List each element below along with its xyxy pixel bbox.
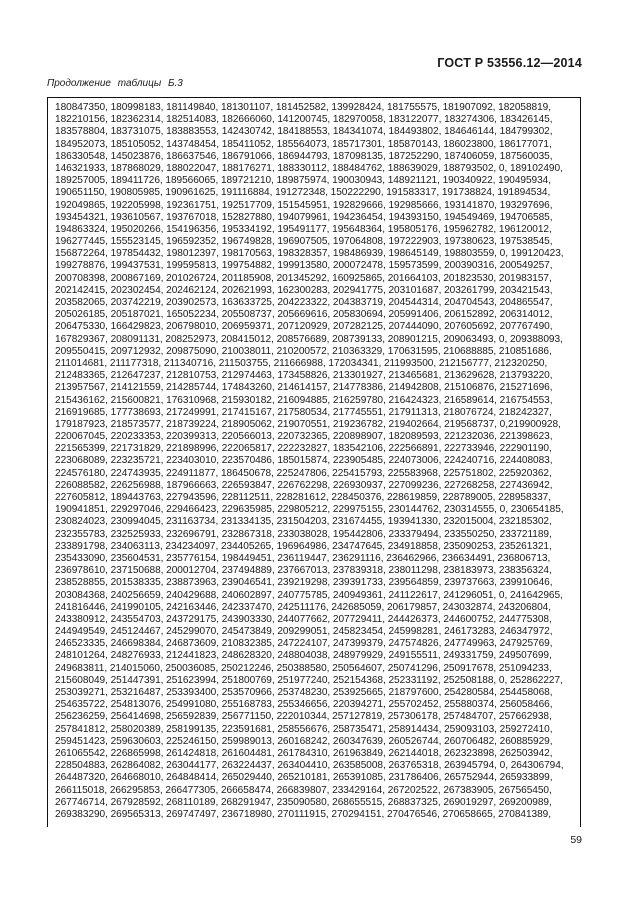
- table-row: 203582065, 203742219, 203902573, 163633725, 204223322, 204383719, 204544314, 204704543, 204865547,: [55, 297, 553, 308]
- table-row: 259451423, 259630603, 225246150, 259989013, 260168242, 260347639, 260526744, 260706482, 260885929,: [55, 735, 553, 747]
- table-row: 186330548, 145023876, 186637546, 186791066, 186944793, 187098135, 187252290, 187406059, 187560035,: [55, 150, 553, 162]
- table-row: 203084368, 240256659, 240429688, 240602897, 240775785, 240949361, 241122617, 241296051, 0, 241642965,: [55, 589, 563, 601]
- table-row: 227605812, 189443763, 227943596, 228112511, 228281612, 228450376, 228619859, 228789005, 228958337,: [55, 492, 551, 503]
- table-row: 246523335, 246698384, 246873609, 210832385, 247224107, 247399379, 247574826, 247749963, 247925769,: [55, 638, 553, 650]
- table-row: 256236259, 256414698, 256592839, 256771150, 222010344, 257127819, 257306178, 257484707, 257662938,: [55, 711, 552, 723]
- table-row: 221565399, 221731829, 221898996, 222065817, 222232827, 183542106, 222566891, 222733946, 222901190,: [55, 443, 552, 455]
- table-row: 216919685, 177738693, 217249991, 217415167, 217580534, 217745551, 217911313, 218076724, 218242327,: [55, 406, 552, 418]
- table-row: 167829367, 208091131, 208252973, 208415012, 208576689, 208739133, 208901215, 209063493, 0, 209388093,: [55, 333, 563, 345]
- table-row: 206475330, 166429823, 206798010, 206959371, 207120929, 207282125, 207444090, 207605692, 207767490,: [55, 321, 553, 333]
- table-row: 243380912, 243554703, 243729175, 243903330, 244077662, 207729411, 244426373, 244600752, 244775308,: [55, 613, 552, 625]
- table-row: 189257005, 189411726, 189566065, 189721210, 189875974, 190030943, 148921121, 190340922, 190495934,: [55, 175, 551, 187]
- table-row: 213957567, 214121559, 214285744, 174843260, 214614157, 214778386, 214942808, 215106876, 215271696,: [55, 382, 553, 394]
- table-row: 179187923, 218573577, 218739224, 218905062, 219070551, 219236782, 219402664, 219568737, 0,219900928,: [55, 418, 561, 430]
- table-row: 269383290, 269565313, 269747497, 236718980, 270111915, 270294151, 270476546, 270658665, 270841389,: [55, 808, 551, 820]
- table-row: 267746714, 267928592, 268110189, 268291947, 235090580, 268655515, 268837325, 269019297, 269200989,: [55, 796, 552, 808]
- table-row: 190651150, 190805985, 190961625, 191116884, 191272348, 150222290, 191583317, 191738824, 191894534,: [55, 187, 551, 199]
- table-row: 254635722, 254813076, 254991080, 255168783, 255346656, 220394271, 255702452, 255880374, 256058466,: [55, 699, 553, 711]
- table-row: 215608049, 251447391, 251623994, 251800769, 251977240, 252154368, 252331192, 252508188, 0, 252862227,: [55, 674, 563, 686]
- table-row: 232355783, 232525933, 232696791, 232867318, 233038028, 195442806, 233379494, 233550250, 233721189,: [55, 528, 552, 540]
- table-row: 183578804, 183731075, 183883553, 142430742, 184188553, 184341074, 184493802, 184646144, 184799302,: [55, 126, 553, 138]
- page-number: 59: [570, 834, 582, 846]
- table-row: 209550415, 209712932, 209875090, 210038011, 210200572, 210363329, 170631595, 210688885, 210851686,: [55, 345, 552, 357]
- table-row: 182210156, 182362314, 182514083, 182666060, 141200745, 182970058, 183122077, 183274306, 183426145,: [55, 114, 553, 126]
- table-row: 180847350, 180998183, 181149840, 181301107, 181452582, 139928424, 181755575, 181907092, 182058819,: [55, 102, 551, 113]
- table-row: 235433090, 235604531, 235776154, 198449451, 236119447, 236291116, 236462966, 236634491, 236806713,: [55, 552, 551, 564]
- table-row: 199278876, 199437531, 199595813, 199754882, 199913580, 200072478, 159573599, 200390316, 200549257,: [55, 260, 553, 272]
- table-row: 264487320, 264668010, 264848414, 265029440, 265210181, 265391085, 231786406, 265752944, 265933899,: [55, 772, 553, 784]
- table-row: 212483365, 212647237, 212810753, 212974463, 173458826, 213301927, 213465681, 213629628, 213793220,: [55, 370, 553, 382]
- standard-designation: ГОСТ Р 53556.12—2014: [437, 56, 582, 70]
- table-row: 241816446, 241990105, 242163446, 242337470, 242511176, 242685059, 206179857, 243032874, 243206804,: [55, 601, 551, 613]
- table-row: 156872264, 197854432, 198012397, 198170563, 198328357, 198486939, 198645149, 198803559, 0, 199120423,: [55, 248, 564, 260]
- table-row: 205026185, 205187021, 165052234, 205508737, 205669616, 205830694, 205991406, 206152892, 206314012,: [55, 309, 553, 321]
- table-row: 192049865, 192205998, 192361751, 192517709, 151545951, 192829666, 192985666, 193141870, 193297696,: [55, 199, 553, 211]
- table-row: 200708398, 200867169, 201026724, 201185908, 201345292, 160925865, 201664103, 201823530, 201983157,: [55, 272, 552, 284]
- table-row: 233891798, 234063113, 234234097, 234405265, 196964986, 234747645, 234918858, 235090253, 235261321,: [55, 540, 552, 552]
- table-row: 244949549, 245124467, 245299070, 245473849, 209299051, 245823454, 245998281, 246173283, 246347972,: [55, 626, 553, 638]
- table-row: 202142415, 202302454, 202462124, 202621993, 162300283, 202941775, 203101687, 203261799, 203421543,: [55, 284, 553, 296]
- table-row: 266115018, 266295853, 266477305, 266658474, 266839807, 233429164, 267202522, 267383905, 267565450,: [55, 784, 552, 796]
- table-row: 184952073, 185105052, 143748454, 185411052, 185564073, 185717301, 185870143, 186023800, 186177071,: [55, 138, 552, 150]
- table-row: 220067045, 220233353, 220399313, 220566013, 220732365, 220898907, 182089593, 221232036, 221398623,: [55, 431, 553, 443]
- table-row: 226088582, 226256988, 187966663, 226593847, 226762298, 226930937, 227099236, 227268258, 227436942,: [55, 479, 553, 491]
- table-row: 230824023, 230994045, 231163734, 231334135, 231504203, 231674455, 193941330, 232015004, 232185302,: [55, 516, 552, 528]
- table-row: 224576180, 224743935, 224911877, 186450678, 225247806, 225415793, 225583968, 225751802, 225920362,: [55, 467, 552, 479]
- table-row: 196277445, 155523145, 196592352, 196749828, 196907505, 197064808, 197222903, 197380623, 197538545,: [55, 236, 553, 248]
- table-row: 248101264, 248276933, 212441823, 248628320, 248804038, 248979929, 249155511, 249331759, 249507699,: [55, 650, 552, 662]
- table-caption: Продолжение таблицы Б.3: [47, 78, 183, 89]
- table-row: 249683811, 214015060, 250036085, 250212246, 250388580, 250564607, 250741296, 250917678, 251094233,: [55, 662, 552, 674]
- table-row: 257841812, 258020389, 258199135, 223591681, 258556676, 258735471, 258914434, 259093103, 259272410,: [55, 723, 553, 735]
- table-row: 236978610, 237150688, 200012704, 237494889, 237667013, 237839318, 238011298, 238183973, 238356324,: [55, 565, 552, 577]
- table-row: 194863324, 195020266, 154196356, 195334192, 195491177, 195648364, 195805176, 195962782, 196120012,: [55, 223, 552, 235]
- table-row: 211014681, 211177318, 211340716, 211503755, 211666988, 172034341, 211993500, 212156777, 212320250,: [55, 357, 548, 369]
- table-row: 223068089, 223235721, 223403010, 223570486, 185015874, 223905485, 224073006, 224240716, 224408083,: [55, 455, 553, 467]
- table-row: 261065542, 226865998, 261424818, 261604481, 261784310, 261963849, 262144018, 262323898, 262503942,: [55, 747, 553, 759]
- table-row: 146321933, 187868029, 188022047, 188176271, 188330112, 188484762, 188639029, 188793502, 0, 189102490,: [55, 162, 563, 174]
- table-b3-continuation: [47, 97, 581, 827]
- table-row: 228504883, 262864082, 263044177, 263224437, 263404410, 263585008, 263765318, 263945794, 0, 264306794,: [55, 760, 564, 772]
- table-row: 253039271, 253216487, 253393400, 253570966, 253748230, 253925665, 218797600, 254280584, 254458068,: [55, 687, 553, 698]
- table-row: 238528855, 201538335, 238873963, 239046541, 239219298, 239391733, 239564859, 239737663, 239910646,: [55, 577, 553, 589]
- table-row: 193454321, 193610567, 193767018, 152827880, 194079961, 194236454, 194393150, 194549469, 194706585,: [55, 211, 553, 223]
- table-row: 215436162, 215600821, 176310968, 215930182, 216094885, 216259780, 216424323, 216589614, 216754553,: [55, 394, 553, 406]
- table-row: 190941851, 229297046, 229466423, 229635985, 229805212, 229975155, 230144762, 230314555, 0, 230654185,: [55, 504, 564, 516]
